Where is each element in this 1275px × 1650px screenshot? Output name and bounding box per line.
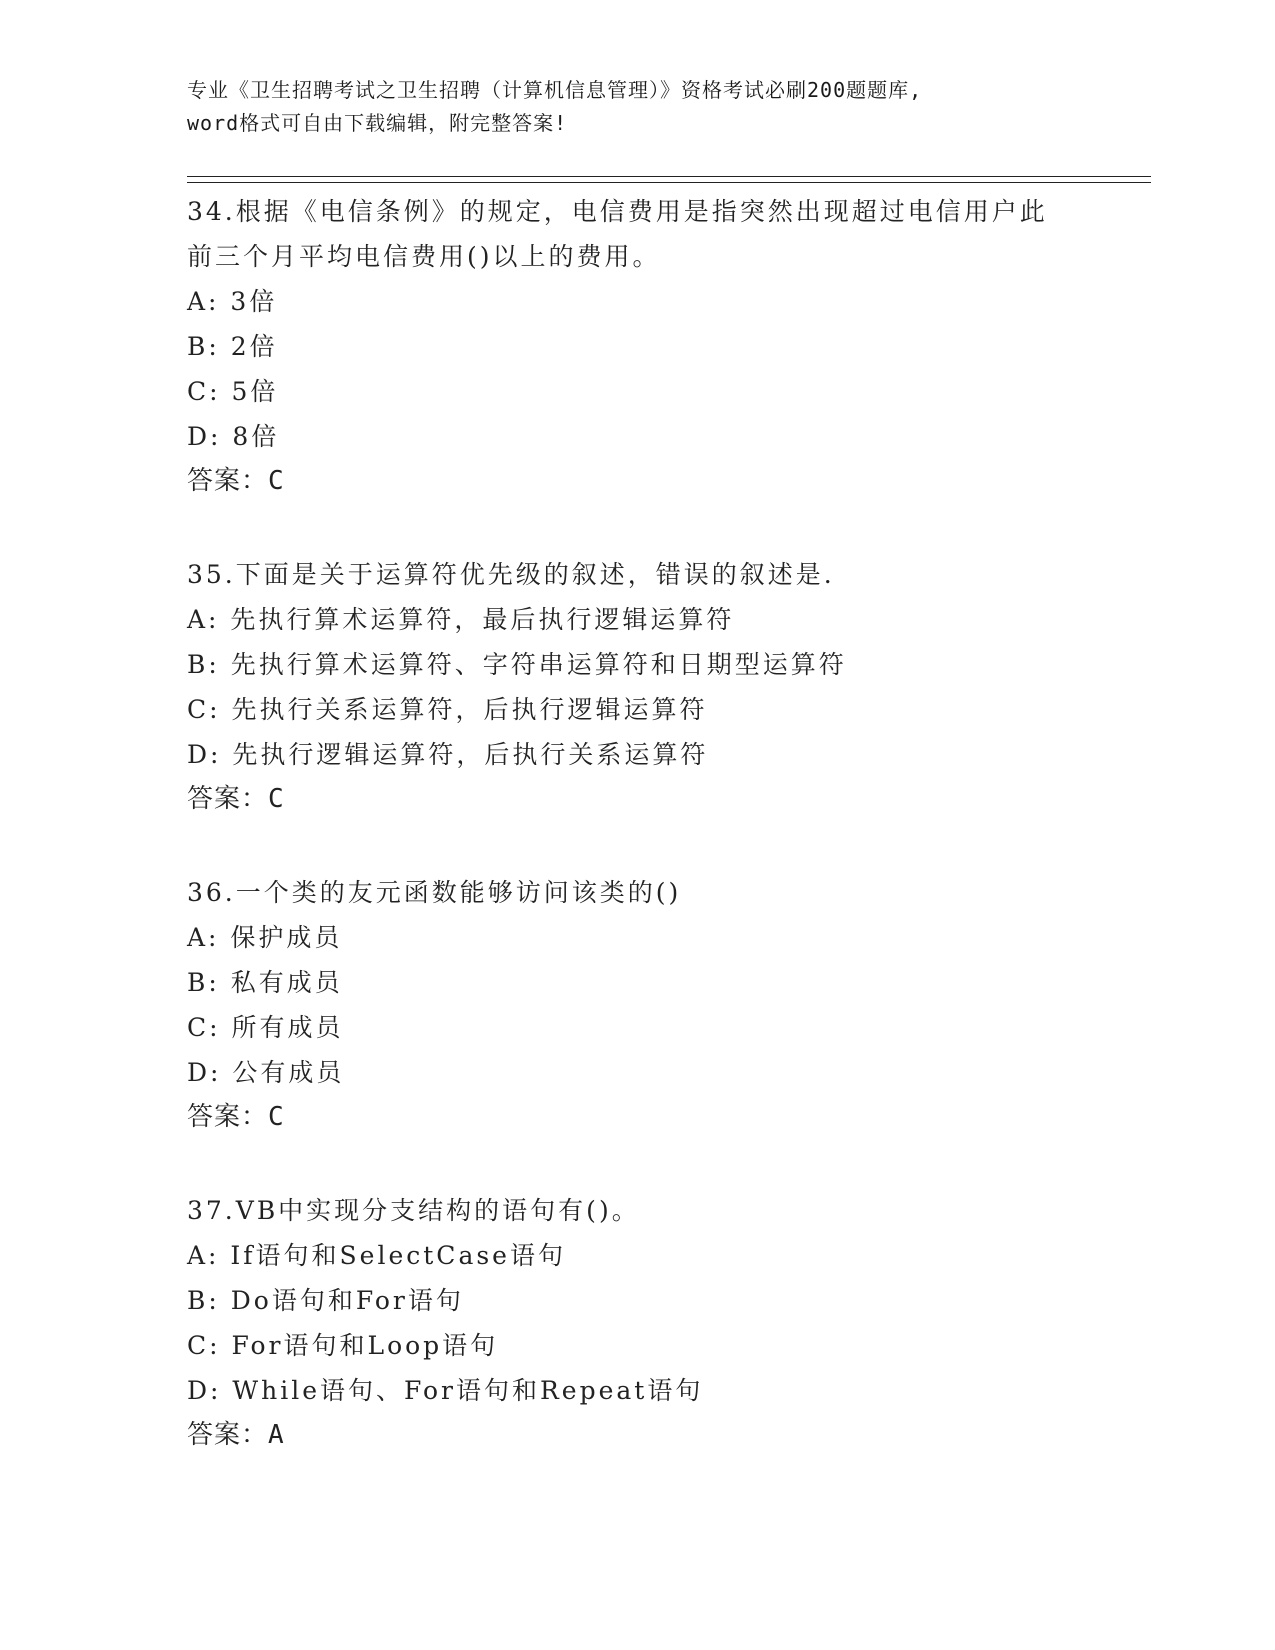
question-stem-line: 35.下面是关于运算符优先级的叙述，错误的叙述是. <box>187 560 835 589</box>
option-a: A: 3倍 <box>187 287 278 316</box>
option-c: C: For语句和Loop语句 <box>187 1331 499 1360</box>
answer-line: 答案：A <box>187 1420 285 1450</box>
answer-line: 答案：C <box>187 784 285 814</box>
question-stem-line: 34.根据《电信条例》的规定，电信费用是指突然出现超过电信用户此 <box>187 197 1048 226</box>
option-d: D: 先执行逻辑运算符，后执行关系运算符 <box>187 740 709 769</box>
option-c: C: 5倍 <box>187 377 279 406</box>
question-list <box>187 189 1087 1458</box>
option-d: D: While语句、For语句和Repeat语句 <box>187 1376 704 1405</box>
question-stem-line: 前三个月平均电信费用()以上的费用。 <box>187 242 661 271</box>
question-36 <box>187 870 1087 1140</box>
option-a: A: If语句和SelectCase语句 <box>187 1241 566 1270</box>
option-b: B: 2倍 <box>187 332 278 361</box>
header-title-line-1: 专业《卫生招聘考试之卫生招聘（计算机信息管理）》资格考试必刷200题题库, <box>187 78 923 102</box>
question-stem-line: 36.一个类的友元函数能够访问该类的() <box>187 878 682 907</box>
option-a: A: 保护成员 <box>187 923 343 952</box>
question-34 <box>187 189 1087 504</box>
header-divider-bottom <box>187 182 1151 183</box>
answer-line: 答案：C <box>187 466 285 496</box>
option-b: B: 私有成员 <box>187 968 343 997</box>
header-title-line-2: word格式可自由下载编辑，附完整答案! <box>187 111 568 135</box>
option-c: C: 所有成员 <box>187 1013 344 1042</box>
question-stem-line: 37.VB中实现分支结构的语句有()。 <box>187 1196 640 1225</box>
option-d: D: 公有成员 <box>187 1058 345 1087</box>
option-d: D: 8倍 <box>187 422 280 451</box>
question-spacer <box>187 504 1087 552</box>
option-c: C: 先执行关系运算符，后执行逻辑运算符 <box>187 695 708 724</box>
question-35 <box>187 552 1087 822</box>
document-header <box>187 74 1087 140</box>
header-divider-top <box>187 176 1151 177</box>
option-b: B: 先执行算术运算符、字符串运算符和日期型运算符 <box>187 650 847 679</box>
question-37 <box>187 1188 1087 1458</box>
answer-line: 答案：C <box>187 1102 285 1132</box>
question-spacer <box>187 822 1087 870</box>
question-spacer <box>187 1140 1087 1188</box>
option-b: B: Do语句和For语句 <box>187 1286 464 1315</box>
option-a: A: 先执行算术运算符，最后执行逻辑运算符 <box>187 605 735 634</box>
